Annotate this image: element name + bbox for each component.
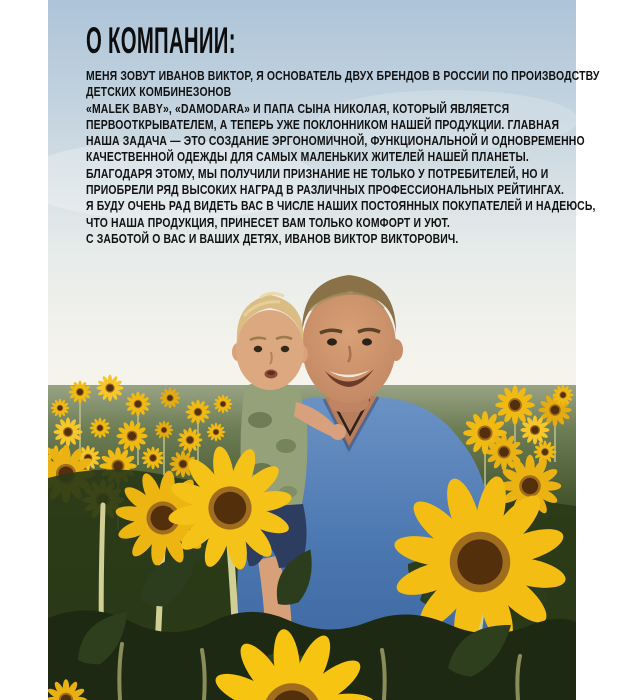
page-title: О КОМПАНИИ: <box>86 20 236 61</box>
about-text: МЕНЯ ЗОВУТ ИВАНОВ ВИКТОР, Я ОСНОВАТЕЛЬ ДВУХ БРЕНДОВ В РОССИИ ПО ПРОИЗВОДСТВУ ДЕТСКИХ КОМБИНЕЗОНОВ «MALEK BABY», «DAMODARA» И ПАПА СЫНА НИКОЛАЯ, КОТОРЫЙ ЯВЛЯЕТСЯ ПЕРВООТКРЫВАТЕЛЕМ, А ТЕПЕРЬ УЖЕ ПОКЛОННИКОМ НАШЕЙ ПРОДУКЦИИ. ГЛАВНАЯ НАША ЗАДАЧА — ЭТО СОЗДАНИЕ ЭРГОНОМИЧНОЙ, ФУНКЦИОНАЛЬНОЙ И ОДНОВРЕМЕННО КАЧЕСТВЕННОЙ ОДЕЖДЫ ДЛЯ САМЫХ МАЛЕНЬКИХ ЖИТЕЛЕЙ НАШЕЙ ПЛАНЕТЫ. БЛАГОДАРЯ ЭТОМУ, МЫ ПОЛУЧИЛИ ПРИЗНАНИЕ НЕ ТОЛЬКО У ПОТРЕБИТЕЛЕЙ, НО И ПРИОБРЕЛИ РЯД ВЫСОКИХ НАГРАД В РАЗЛИЧНЫХ ПРОФЕССИОНАЛЬНЫХ РЕЙТИНГАХ. Я БУДУ ОЧЕНЬ РАД ВИДЕТЬ ВАС В ЧИСЛЕ НАШИХ ПОСТОЯННЫХ ПОКУПАТЕЛЕЙ И НАДЕЮСЬ, ЧТО НАША ПРОДУКЦИЯ, ПРИНЕСЕТ ВАМ ТОЛЬКО КОМФОРТ И УЮТ. С ЗАБОТОЙ О ВАС И ВАШИХ ДЕТЯХ, ИВАНОВ ВИКТОР ВИКТОРОВИЧ. <box>86 68 600 246</box>
company-photo <box>48 0 576 700</box>
